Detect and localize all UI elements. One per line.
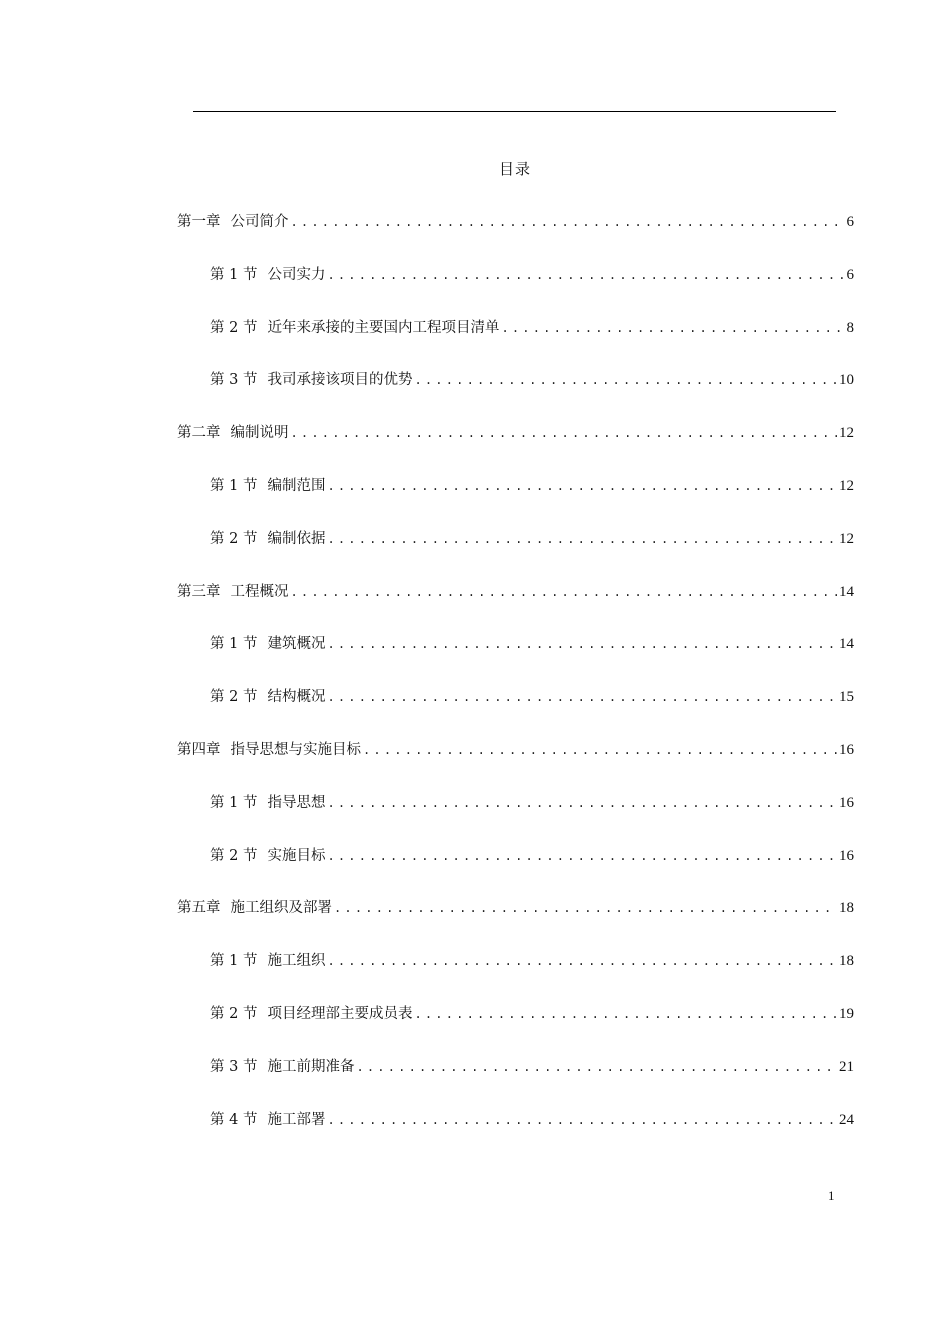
- toc-entry-label: 公司实力: [267, 267, 326, 283]
- toc-entry[interactable]: [210, 1055, 854, 1079]
- toc-entry-label: 建筑概况: [267, 636, 326, 652]
- toc-entry-number: 第四章: [177, 742, 221, 758]
- toc-entry-label: 指导思想: [267, 795, 326, 811]
- toc-entry[interactable]: [210, 1002, 854, 1026]
- toc-entry-page: 24: [839, 1112, 854, 1128]
- toc-entry-number: 第三章: [177, 584, 221, 600]
- toc-entry[interactable]: [210, 474, 854, 498]
- toc-entry-number: 第 3 节: [210, 1059, 258, 1075]
- toc-entry[interactable]: [210, 844, 854, 868]
- toc-entry-label: 施工前期准备: [267, 1059, 355, 1075]
- toc-entry-page: 12: [839, 531, 854, 547]
- toc-entry-number: 第二章: [177, 425, 221, 441]
- toc-entry-page: 16: [839, 742, 854, 758]
- dot-leader: [327, 690, 837, 704]
- toc-entry-number: 第五章: [177, 900, 221, 916]
- toc-entry[interactable]: [177, 210, 854, 234]
- toc-entry-number: 第 3 节: [210, 372, 258, 388]
- dot-leader: [334, 901, 837, 915]
- toc-entry-label: 结构概况: [267, 689, 326, 705]
- toc-title: 目录: [498, 160, 531, 178]
- toc-entry-page: 12: [839, 425, 854, 441]
- toc-entry-label: 工程概况: [230, 584, 289, 600]
- toc-entry-page: 16: [839, 848, 854, 864]
- dot-leader: [291, 585, 838, 599]
- toc-entry-number: 第 2 节: [210, 689, 258, 705]
- toc-entry-label: 近年来承接的主要国内工程项目清单: [267, 320, 500, 336]
- toc-entry-number: 第 1 节: [210, 636, 258, 652]
- dot-leader: [291, 426, 838, 440]
- toc-entry-number: 第 2 节: [210, 1006, 258, 1022]
- toc-entry-label: 编制范围: [267, 478, 326, 494]
- toc-entry-label: 编制依据: [267, 531, 326, 547]
- toc-entry-label: 施工组织及部署: [230, 900, 332, 916]
- toc-entry[interactable]: [210, 1108, 854, 1132]
- toc-entry-number: 第 1 节: [210, 795, 258, 811]
- page-number: 1: [828, 1188, 835, 1203]
- toc-entry[interactable]: [210, 685, 854, 709]
- toc-entry[interactable]: [210, 316, 854, 340]
- toc-entry-number: 第 1 节: [210, 267, 258, 283]
- toc-entry-number: 第 4 节: [210, 1112, 258, 1128]
- toc-entry-label: 项目经理部主要成员表: [267, 1006, 413, 1022]
- dot-leader: [327, 479, 837, 493]
- toc-entry-number: 第 2 节: [210, 531, 258, 547]
- toc-entry-page: 19: [839, 1006, 854, 1022]
- toc-entry-page: 18: [839, 953, 854, 969]
- toc-entry-page: 6: [846, 267, 854, 283]
- toc-entry[interactable]: [177, 580, 854, 604]
- toc-entry[interactable]: [210, 949, 854, 973]
- toc-entry[interactable]: [177, 738, 854, 762]
- dot-leader: [327, 849, 837, 863]
- dot-leader: [356, 1060, 837, 1074]
- toc-entry[interactable]: [210, 368, 854, 392]
- dot-leader: [363, 743, 837, 757]
- toc-entry-label: 实施目标: [267, 848, 326, 864]
- toc-entry-label: 公司简介: [230, 214, 289, 230]
- dot-leader: [327, 796, 837, 810]
- toc-entry-label: 施工组织: [267, 953, 326, 969]
- toc-entry-label: 编制说明: [230, 425, 289, 441]
- toc-entry-label: 我司承接该项目的优势: [267, 372, 413, 388]
- dot-leader: [291, 215, 845, 229]
- toc-entry-page: 21: [839, 1059, 854, 1075]
- toc-entry[interactable]: [177, 421, 854, 445]
- dot-leader: [327, 1113, 837, 1127]
- toc-entry-label: 施工部署: [267, 1112, 326, 1128]
- toc-entry-number: 第一章: [177, 214, 221, 230]
- toc-entry-page: 14: [839, 636, 854, 652]
- toc-entry-page: 6: [846, 214, 854, 230]
- toc-entry-number: 第 1 节: [210, 953, 258, 969]
- toc-entry-page: 8: [846, 320, 854, 336]
- toc-entry-page: 16: [839, 795, 854, 811]
- toc-entry-page: 14: [839, 584, 854, 600]
- toc-entry-label: 指导思想与实施目标: [230, 742, 361, 758]
- header-rule: [193, 111, 836, 112]
- dot-leader: [501, 321, 844, 335]
- toc-entry[interactable]: [210, 791, 854, 815]
- dot-leader: [327, 532, 837, 546]
- toc-entry[interactable]: [177, 896, 854, 920]
- toc-entry-number: 第 2 节: [210, 848, 258, 864]
- toc-entry-number: 第 1 节: [210, 478, 258, 494]
- dot-leader: [327, 954, 837, 968]
- dot-leader: [327, 637, 837, 651]
- dot-leader: [327, 268, 844, 282]
- dot-leader: [414, 1007, 837, 1021]
- dot-leader: [414, 373, 837, 387]
- toc-entry-page: 15: [839, 689, 854, 705]
- toc-entry-number: 第 2 节: [210, 320, 258, 336]
- toc-entry[interactable]: [210, 632, 854, 656]
- toc-entry[interactable]: [210, 527, 854, 551]
- toc-entry-page: 12: [839, 478, 854, 494]
- toc-entry[interactable]: [210, 263, 854, 287]
- toc-entry-page: 10: [839, 372, 854, 388]
- toc-entry-page: 18: [839, 900, 854, 916]
